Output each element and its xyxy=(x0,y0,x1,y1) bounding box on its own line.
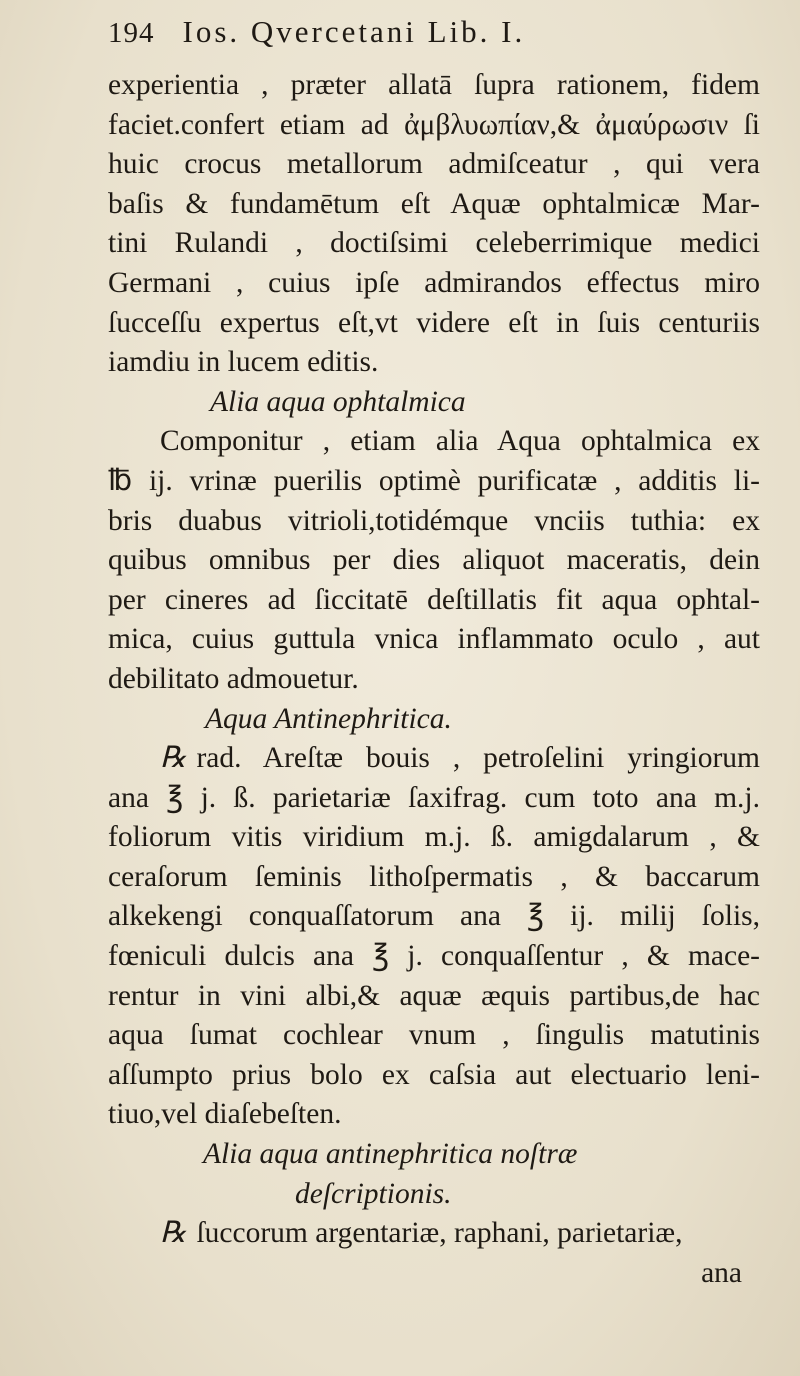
text-line: alkekengi conquaſſatorum ana ℥ ij. milij ſolis, xyxy=(108,900,760,933)
text-line: debilitato admouetur. xyxy=(108,662,359,695)
section-heading: Aqua Antinephritica. xyxy=(205,702,452,735)
text-line: foliorum vitis viridium m.j. ß. amigdalarum , & xyxy=(108,821,760,854)
text-line: aſſumpto prius bolo ex caſsia aut electuario leni- xyxy=(108,1058,760,1091)
text-line: ℔ ij. vrinæ puerilis optimè purificatæ , additis li- xyxy=(108,464,760,497)
section-heading: Alia aqua ophtalmica xyxy=(210,385,466,418)
text-line: huic crocus metallorum admiſceatur , qui vera xyxy=(108,148,760,181)
text-line: rentur in vini albi,& aquæ æquis partibus,de hac xyxy=(108,979,760,1012)
text-line: ſucceſſu expertus eſt,vt videre eſt in ſuis centuriis xyxy=(108,306,760,339)
section-heading-continued: deſcriptionis. xyxy=(295,1177,452,1210)
text-span: ſuccorum argentariæ, raphani, parietariæ, xyxy=(196,1217,683,1250)
text-line: ceraſorum ſeminis lithoſpermatis , & baccarum xyxy=(108,860,760,893)
running-head xyxy=(108,14,760,60)
text-line: iamdiu in lucem editis. xyxy=(108,346,379,379)
text-line: mica, cuius guttula vnica inflammato oculo , aut xyxy=(108,623,760,656)
text-line: bris duabus vitrioli,totidémque vnciis tuthia: ex xyxy=(108,504,760,537)
recipe-symbol: ℞ xyxy=(160,742,187,775)
running-title: Ios. Qvercetani Lib. I. xyxy=(182,14,526,49)
text-line xyxy=(108,1214,760,1254)
text-line: aqua ſumat cochlear vnum , ſingulis matutinis xyxy=(108,1019,760,1052)
text-line: tiuo,vel diaſebeſten. xyxy=(108,1098,342,1131)
text-span: rad. Areſtæ bouis , petroſelini yringiorum xyxy=(196,742,760,775)
body-text xyxy=(108,66,760,1293)
text-line: ana ℥ j. ß. parietariæ ſaxifrag. cum toto ana m.j. xyxy=(108,781,760,814)
text-line xyxy=(108,739,760,779)
text-line: baſis & fundamētum eſt Aquæ ophtalmicæ Mar- xyxy=(108,187,760,220)
text-line: per cineres ad ſiccitatē deſtillatis fit aqua ophtal- xyxy=(108,583,760,616)
text-line: Germani , cuius ipſe admirandos effectus miro xyxy=(108,266,760,299)
text-line: Componitur , etiam alia Aqua ophtalmica ex xyxy=(160,425,760,458)
text-line: tini Rulandi , doctiſsimi celeberrimique medici xyxy=(108,227,760,260)
text-line: experientia , præter allatā ſupra rationem, fidem xyxy=(108,69,760,101)
page-number: 194 xyxy=(108,17,155,49)
text-line: faciet.confert etiam ad ἀμβλυωπίαν,& ἀμαύρωσιν ſi xyxy=(108,108,760,141)
text-line: quibus omnibus per dies aliquot maceratis, dein xyxy=(108,544,760,577)
catchword: ana xyxy=(701,1256,742,1289)
section-heading: Alia aqua antinephritica noſtræ xyxy=(203,1138,578,1171)
text-line: fœniculi dulcis ana ℥ j. conquaſſentur , & mace- xyxy=(108,940,760,973)
recipe-symbol: ℞ xyxy=(160,1217,187,1250)
